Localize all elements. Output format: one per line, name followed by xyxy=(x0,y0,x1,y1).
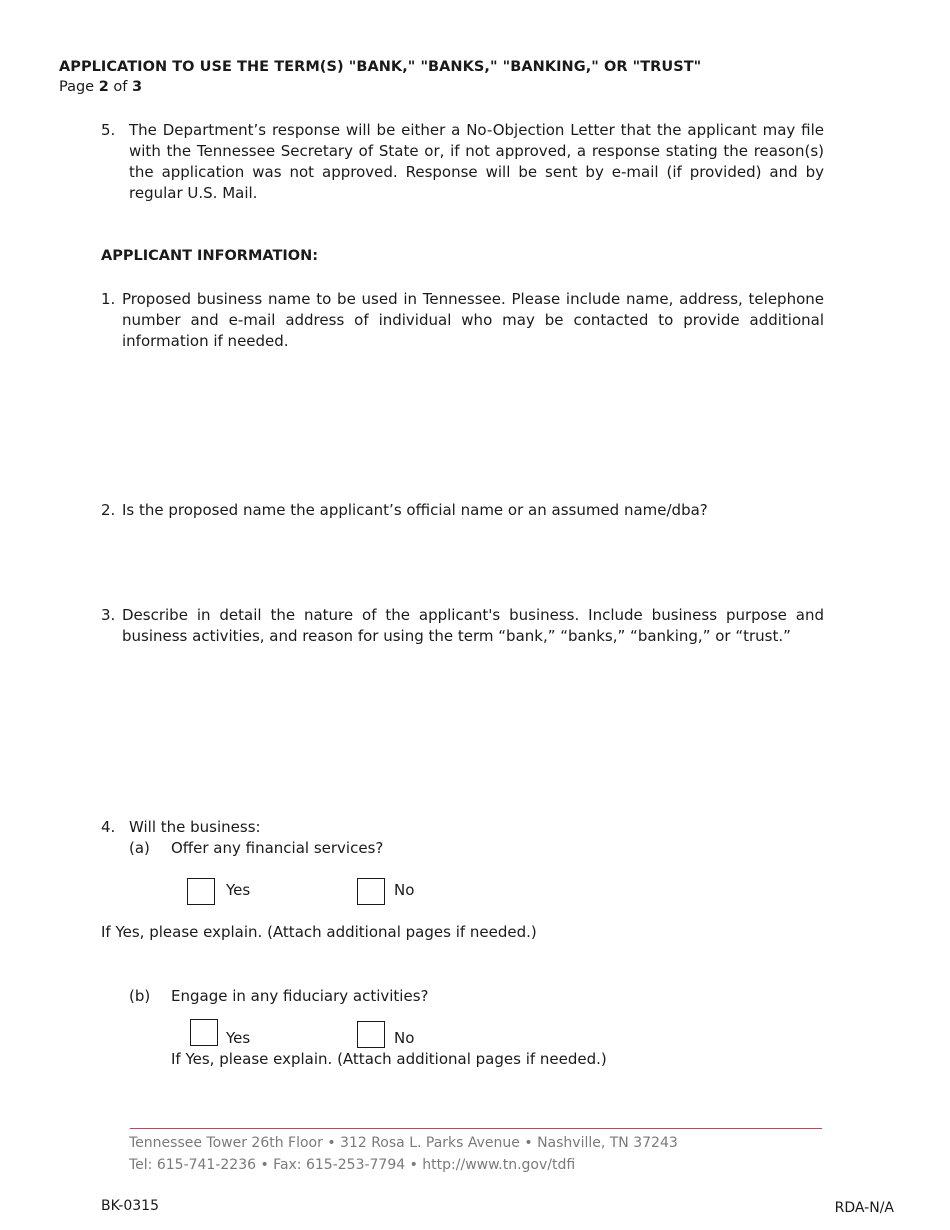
q4b-no-checkbox[interactable] xyxy=(357,1021,385,1048)
q1-answer-area[interactable] xyxy=(122,358,824,488)
page-total: 3 xyxy=(132,79,143,95)
q4a-label: (a) xyxy=(129,839,150,857)
page-word: Page xyxy=(59,79,95,95)
q4-number: 4. xyxy=(101,818,116,836)
page-of: of xyxy=(113,79,128,95)
q4b-label: (b) xyxy=(129,987,151,1005)
footer-address: Tennessee Tower 26th Floor • 312 Rosa L. Parks Avenue • Nashville, TN 37243 xyxy=(129,1135,678,1151)
q4b-yes-checkbox[interactable] xyxy=(190,1019,218,1046)
form-code: BK-0315 xyxy=(101,1198,159,1214)
q4a-yes-label: Yes xyxy=(226,881,251,899)
intro-item-number: 5. xyxy=(101,121,116,139)
q4a-no-label: No xyxy=(394,881,415,899)
q4b-yes-label: Yes xyxy=(226,1029,251,1047)
q1-number: 1. xyxy=(101,290,116,308)
document-title: APPLICATION TO USE THE TERM(S) "BANK," "BANKS," "BANKING," OR "TRUST" xyxy=(59,59,702,75)
q3-text: Describe in detail the nature of the applicant's business. Include business purpose and business activities, and reason for using the term “bank,” “banks,” “banking,” or “trust.” xyxy=(122,606,824,645)
q4a-explain-area[interactable] xyxy=(101,946,824,982)
q4-text: Will the business: xyxy=(129,818,261,836)
q2-number: 2. xyxy=(101,501,116,519)
page-indicator xyxy=(59,77,142,98)
q4a-no-checkbox[interactable] xyxy=(357,878,385,905)
q4b-explain-text: If Yes, please explain. (Attach additional pages if needed.) xyxy=(171,1050,607,1068)
footer-contact: Tel: 615-741-2236 • Fax: 615-253-7794 • http://www.tn.gov/tdfi xyxy=(129,1157,576,1173)
intro-item-text: The Department’s response will be either a No-Objection Letter that the applicant may file with the Tennessee Secretary of State or, if not approved, a response stating the reason(s) the application was not approved. Response will be sent by e-mail (if provided) and by regular U.S. Mail. xyxy=(129,121,824,202)
rda-code: RDA-N/A xyxy=(834,1200,894,1216)
q4a-yes-checkbox[interactable] xyxy=(187,878,215,905)
q4b-text: Engage in any fiduciary activities? xyxy=(171,987,429,1005)
page-current: 2 xyxy=(98,79,109,95)
q4a-text: Offer any financial services? xyxy=(171,839,384,857)
footer-divider xyxy=(130,1128,822,1129)
q3-number: 3. xyxy=(101,606,116,624)
q4b-no-label: No xyxy=(394,1029,415,1047)
q2-answer-area[interactable] xyxy=(122,526,824,596)
q4a-explain-text: If Yes, please explain. (Attach additional pages if needed.) xyxy=(101,923,537,941)
q3-answer-area[interactable] xyxy=(122,652,824,807)
q2-text: Is the proposed name the applicant’s official name or an assumed name/dba? xyxy=(122,501,708,519)
q1-text: Proposed business name to be used in Tennessee. Please include name, address, telephone number and e-mail address of individual who may be contacted to provide additional information if needed. xyxy=(122,290,824,350)
applicant-info-heading: APPLICANT INFORMATION: xyxy=(101,248,319,264)
